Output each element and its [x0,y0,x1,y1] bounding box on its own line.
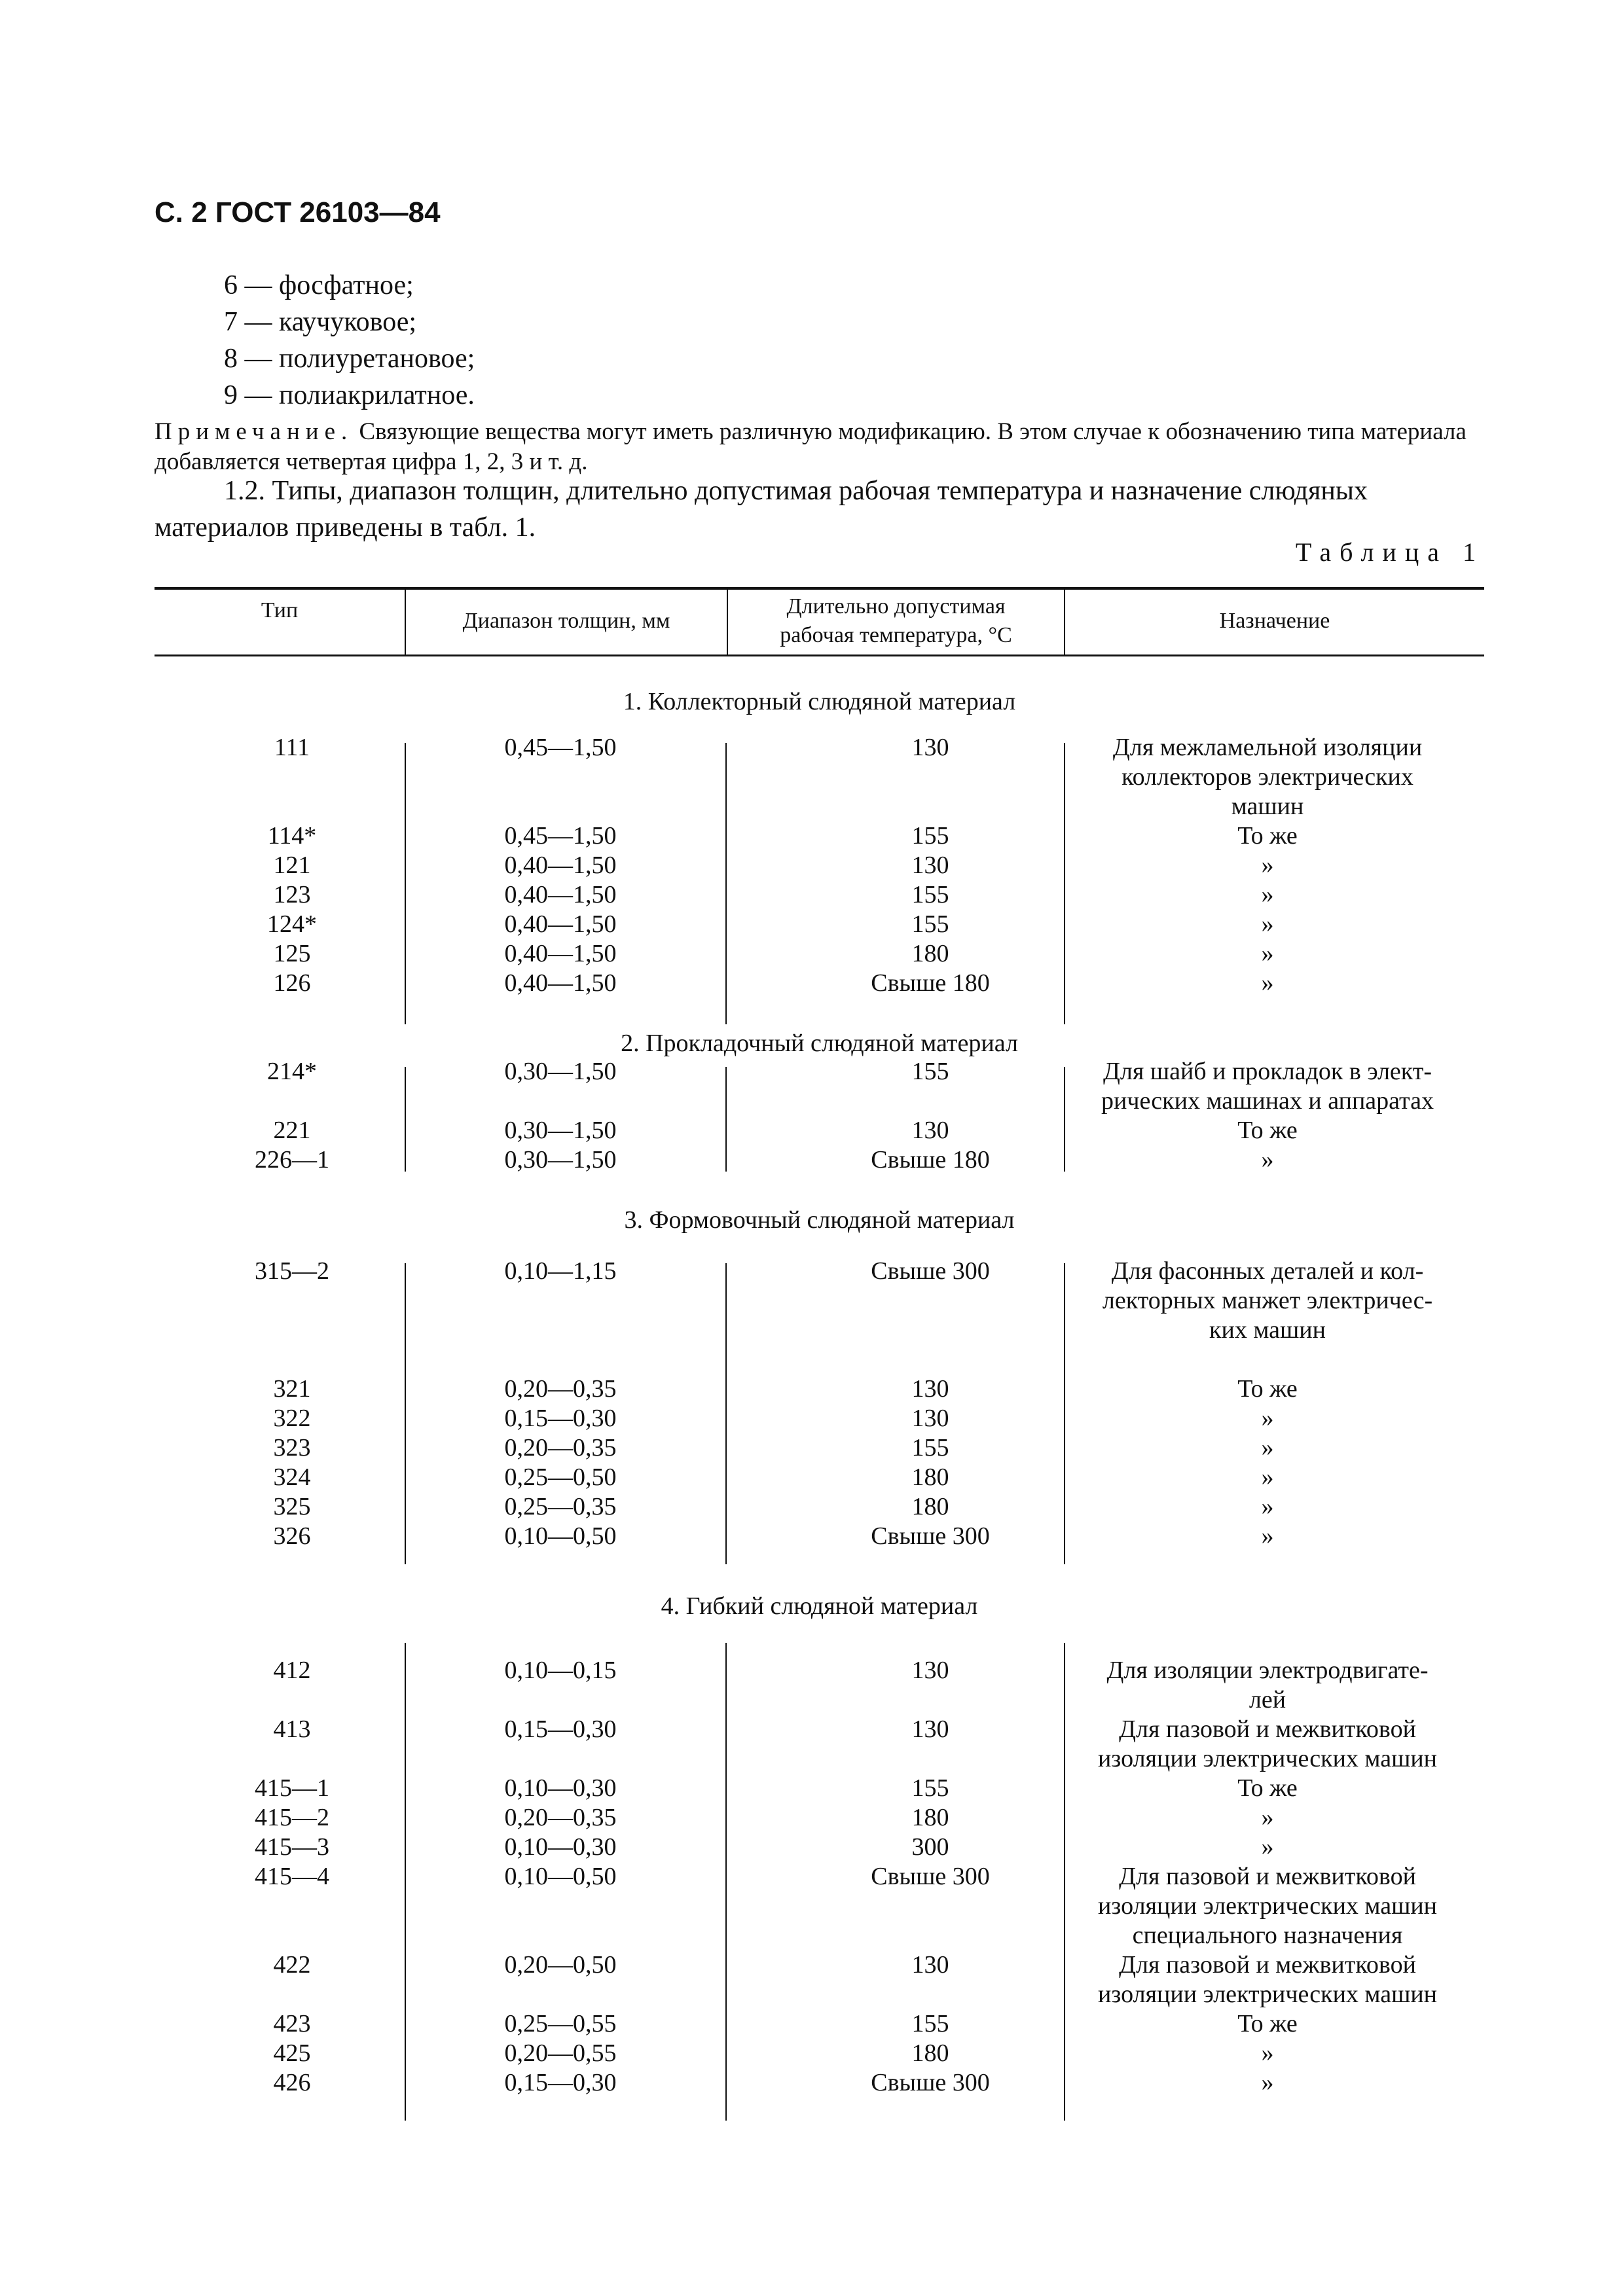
cell-temp: 180 [911,940,949,967]
cell-purpose: » [1261,1804,1274,1831]
cell-temp: 180 [911,1493,949,1520]
note-text: Связующие вещества могут иметь различную модификацию. В этом случае к обозначению типа материала добавляется четвертая цифра 1, 2, 3 и т. д. [155,418,1467,475]
cell-range: 0,40—1,50 [504,940,617,967]
cell-purpose: То же [1237,1375,1298,1403]
cell-temp: Свыше 300 [871,1257,990,1285]
table-row [155,910,1484,939]
header-temp-line1: Длительно допустимая [786,594,1006,619]
cell-temp: Свыше 300 [871,2069,990,2096]
cell-temp: 130 [911,1117,949,1144]
cell-purpose: » [1261,1833,1274,1861]
table-row [155,1374,1484,1404]
table-row [155,1656,1484,1713]
purpose-line: изоляции электрических машин [1097,1745,1438,1772]
list-item: 7 — каучуковое; [224,307,417,337]
cell-purpose: » [1261,2039,1274,2067]
cell-purpose: То же [1237,1117,1298,1144]
cell-temp: 130 [911,1951,949,1979]
section-title: 3. Формовочный слюдяной материал [624,1206,1015,1234]
cell-range: 0,15—0,30 [504,2069,617,2096]
cell-temp: 155 [911,881,949,908]
cell-temp: 180 [911,1463,949,1491]
table-row [155,1774,1484,1803]
header-purpose: Назначение [1219,609,1330,633]
section-title: 4. Гибкий слюдяной материал [661,1592,978,1620]
table-row [155,1950,1484,2008]
cell-temp: Свыше 180 [871,969,990,997]
table-row [155,2009,1484,2039]
cell-temp: 155 [911,2010,949,2037]
cell-type: 114* [267,822,317,850]
table-row [155,2039,1484,2068]
cell-temp: Свыше 300 [871,1522,990,1550]
cell-purpose [1058,733,1477,821]
cell-purpose: » [1261,910,1274,938]
cell-type: 415—4 [255,1863,329,1890]
cell-type: 413 [273,1715,311,1743]
cell-range: 0,10—0,30 [504,1774,617,1802]
table-row [155,939,1484,969]
cell-temp: Свыше 180 [871,1146,990,1174]
cell-temp: 300 [911,1833,949,1861]
cell-purpose: » [1261,1522,1274,1550]
cell-type: 422 [273,1951,311,1979]
table-row [155,1116,1484,1145]
cell-temp: 130 [911,1405,949,1432]
cell-temp: 155 [911,822,949,850]
cell-type: 415—3 [255,1833,329,1861]
table-title: Таблица 1 [1295,537,1484,567]
cell-range: 0,15—0,30 [504,1405,617,1432]
header-type: Тип [261,598,299,622]
cell-purpose [1058,1057,1477,1116]
cell-purpose [1058,1257,1477,1345]
table-row [155,1833,1484,1862]
table-row [155,1404,1484,1433]
cell-type: 226—1 [255,1146,329,1174]
cell-purpose: » [1261,881,1274,908]
list-item: 9 — полиакрилатное. [224,380,475,410]
table-row [155,821,1484,851]
purpose-line: Для пазовой и межвитковой [1119,1951,1416,1979]
cell-range: 0,10—0,50 [504,1522,617,1550]
cell-range: 0,40—1,50 [504,852,617,879]
cell-range: 0,30—1,50 [504,1146,617,1174]
cell-type: 325 [273,1493,311,1520]
cell-range: 0,25—0,55 [504,2010,617,2037]
cell-type: 412 [273,1657,311,1684]
cell-purpose: » [1261,2069,1274,2096]
table-row [155,880,1484,910]
cell-purpose: То же [1237,1774,1298,1802]
cell-temp: 130 [911,852,949,879]
cell-type: 324 [273,1463,311,1491]
cell-temp: 155 [911,1774,949,1802]
purpose-line: изоляции электрических машин [1097,1892,1438,1920]
cell-type: 423 [273,2010,311,2037]
table-row [155,1057,1484,1115]
paragraph-text: 1.2. Типы, диапазон толщин, длительно допустимая рабочая температура и назначение слюдяных материалов приведены в табл. 1. [155,476,1368,543]
cell-purpose: » [1261,1463,1274,1491]
cell-purpose: » [1261,1146,1274,1174]
cell-temp: 180 [911,2039,949,2067]
table-row [155,969,1484,998]
cell-type: 126 [273,969,311,997]
header-temp-line2: рабочая температура, °С [780,623,1012,647]
table-row [155,1145,1484,1175]
cell-range: 0,25—0,35 [504,1493,617,1520]
cell-type: 415—1 [255,1774,329,1802]
cell-type: 123 [273,881,311,908]
cell-type: 323 [273,1434,311,1462]
cell-range: 0,20—0,50 [504,1951,617,1979]
cell-type: 322 [273,1405,311,1432]
purpose-line: лекторных манжет электричес- [1102,1287,1433,1314]
note [155,417,1484,477]
purpose-line: ких машин [1209,1316,1326,1344]
purpose-line: Для шайб и прокладок в элект- [1103,1058,1432,1085]
cell-type: 121 [273,852,311,879]
cell-purpose: » [1261,852,1274,879]
cell-type: 111 [274,734,310,761]
table-row [155,1463,1484,1492]
table-row [155,1862,1484,1949]
purpose-line: лей [1249,1686,1286,1713]
note-lead: Примечание. [155,418,354,445]
cell-range: 0,30—1,50 [504,1058,617,1085]
cell-purpose: » [1261,969,1274,997]
table-row [155,1522,1484,1551]
cell-temp: 130 [911,1375,949,1403]
purpose-line: Для изоляции электродвигате- [1106,1657,1429,1684]
cell-purpose: То же [1237,2010,1298,2037]
cell-type: 214* [267,1058,317,1085]
cell-range: 0,15—0,30 [504,1715,617,1743]
cell-range: 0,25—0,50 [504,1463,617,1491]
cell-purpose: То же [1237,822,1298,850]
cell-range: 0,30—1,50 [504,1117,617,1144]
cell-range: 0,10—0,15 [504,1657,617,1684]
table-row [155,851,1484,880]
cell-purpose [1058,1862,1477,1950]
cell-purpose: » [1261,940,1274,967]
cell-temp: 130 [911,1657,949,1684]
list-item: 8 — полиуретановое; [224,344,475,374]
cell-temp: 130 [911,1715,949,1743]
cell-type: 315—2 [255,1257,329,1285]
cell-range: 0,10—1,15 [504,1257,617,1285]
cell-range: 0,45—1,50 [504,734,617,761]
cell-range: 0,20—0,55 [504,2039,617,2067]
cell-temp: Свыше 300 [871,1863,990,1890]
purpose-line: Для пазовой и межвитковой [1119,1863,1416,1890]
paragraph-1-2 [155,473,1484,546]
cell-type: 125 [273,940,311,967]
cell-type: 425 [273,2039,311,2067]
cell-purpose: » [1261,1434,1274,1462]
binder-list [224,267,475,414]
cell-type: 321 [273,1375,311,1403]
cell-purpose: » [1261,1405,1274,1432]
purpose-line: Для пазовой и межвитковой [1119,1715,1416,1743]
cell-type: 221 [273,1117,311,1144]
purpose-line: Для межламельной изоляции [1112,734,1423,761]
cell-range: 0,20—0,35 [504,1375,617,1403]
table-row [155,1492,1484,1522]
purpose-line: Для фасонных деталей и кол- [1111,1257,1424,1285]
cell-purpose [1058,1715,1477,1774]
table-row [155,1803,1484,1833]
table-row [155,733,1484,820]
cell-range: 0,40—1,50 [504,881,617,908]
purpose-line: коллекторов электрических [1122,763,1413,791]
purpose-line: рических машинах и аппаратах [1101,1087,1434,1115]
table-row [155,2068,1484,2098]
cell-range: 0,10—0,50 [504,1863,617,1890]
cell-type: 426 [273,2069,311,2096]
cell-range: 0,20—0,35 [504,1434,617,1462]
cell-purpose: » [1261,1493,1274,1520]
section-title: 2. Прокладочный слюдяной материал [621,1030,1018,1057]
section-title: 1. Коллекторный слюдяной материал [623,688,1016,715]
table-row [155,1257,1484,1344]
list-item: 6 — фосфатное; [224,270,414,300]
table-row [155,1715,1484,1772]
cell-range: 0,40—1,50 [504,910,617,938]
table-row [155,1433,1484,1463]
header-temp [728,587,1064,655]
cell-type: 415—2 [255,1804,329,1831]
cell-range: 0,45—1,50 [504,822,617,850]
cell-range: 0,10—0,30 [504,1833,617,1861]
cell-temp: 130 [911,734,949,761]
cell-purpose [1058,1950,1477,2009]
purpose-line: изоляции электрических машин [1097,1981,1438,2008]
cell-temp: 155 [911,1434,949,1462]
cell-temp: 155 [911,910,949,938]
cell-purpose [1058,1656,1477,1715]
cell-type: 124* [267,910,317,938]
cell-range: 0,20—0,35 [504,1804,617,1831]
cell-range: 0,40—1,50 [504,969,617,997]
cell-temp: 155 [911,1058,949,1085]
purpose-line: специального назначения [1132,1922,1403,1949]
cell-type: 326 [273,1522,311,1550]
header-range: Диапазон толщин, мм [462,609,670,633]
purpose-line: машин [1231,793,1304,820]
page-header: С. 2 ГОСТ 26103—84 [155,196,441,228]
cell-temp: 180 [911,1804,949,1831]
